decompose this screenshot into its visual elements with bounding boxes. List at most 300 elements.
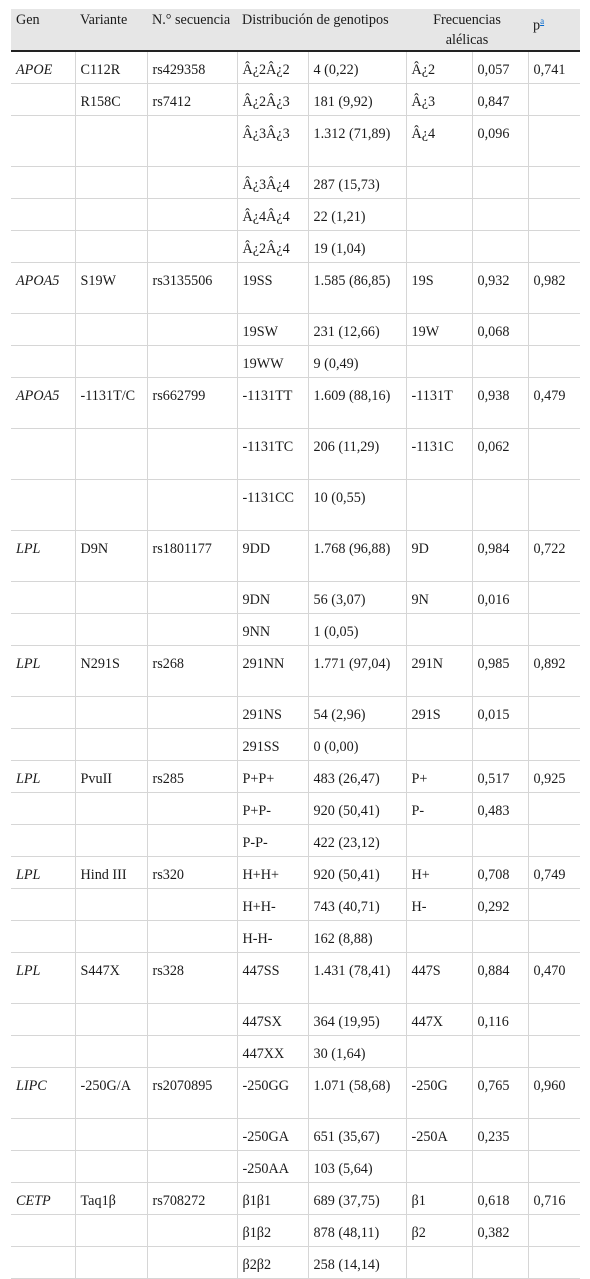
cell-variante <box>75 921 147 953</box>
table-row <box>11 1068 580 1119</box>
cell-p-value <box>528 889 580 921</box>
cell-gen: CETP <box>11 1183 75 1215</box>
cell-alelo <box>406 231 472 263</box>
cell-alelo: 291S <box>406 697 472 729</box>
cell-alelo <box>406 199 472 231</box>
cell-secuencia: rs320 <box>147 857 237 889</box>
cell-variante: D9N <box>75 531 147 582</box>
cell-secuencia <box>147 1215 237 1247</box>
table-row <box>11 921 580 953</box>
cell-secuencia: rs285 <box>147 761 237 793</box>
table-row <box>11 761 580 793</box>
cell-genotipo-count: 422 (23,12) <box>308 825 406 857</box>
cell-genotipo-count: 1 (0,05) <box>308 614 406 646</box>
cell-frecuencia <box>472 921 528 953</box>
cell-p-value <box>528 346 580 378</box>
cell-frecuencia: 0,984 <box>472 531 528 582</box>
cell-genotipo: 9DD <box>237 531 308 582</box>
cell-p-value <box>528 1215 580 1247</box>
header-p-label: p <box>533 17 541 34</box>
cell-alelo: Â¿3 <box>406 84 472 116</box>
cell-alelo <box>406 729 472 761</box>
cell-variante: S447X <box>75 953 147 1004</box>
header-genotipos: Distribución de genotipos <box>237 9 406 51</box>
cell-gen <box>11 614 75 646</box>
cell-secuencia <box>147 1036 237 1068</box>
cell-p-value <box>528 1119 580 1151</box>
cell-gen <box>11 1247 75 1279</box>
cell-genotipo-count: 364 (19,95) <box>308 1004 406 1036</box>
cell-gen <box>11 1119 75 1151</box>
table-row <box>11 857 580 889</box>
cell-alelo: Â¿4 <box>406 116 472 167</box>
cell-variante <box>75 1151 147 1183</box>
cell-gen <box>11 429 75 480</box>
cell-p-value <box>528 921 580 953</box>
cell-variante <box>75 199 147 231</box>
cell-genotipo-count: 1.768 (96,88) <box>308 531 406 582</box>
table-row <box>11 1247 580 1279</box>
cell-variante: Hind III <box>75 857 147 889</box>
cell-secuencia <box>147 167 237 199</box>
cell-gen: LPL <box>11 857 75 889</box>
cell-variante: S19W <box>75 263 147 314</box>
cell-secuencia <box>147 1247 237 1279</box>
cell-genotipo-count: 103 (5,64) <box>308 1151 406 1183</box>
cell-genotipo: -250GA <box>237 1119 308 1151</box>
cell-variante <box>75 1215 147 1247</box>
cell-gen: LPL <box>11 761 75 793</box>
cell-genotipo: P+P+ <box>237 761 308 793</box>
cell-frecuencia: 0,985 <box>472 646 528 697</box>
cell-frecuencia <box>472 167 528 199</box>
cell-secuencia: rs3135506 <box>147 263 237 314</box>
cell-secuencia <box>147 1151 237 1183</box>
cell-gen <box>11 889 75 921</box>
cell-genotipo: P+P- <box>237 793 308 825</box>
cell-p-value <box>528 614 580 646</box>
cell-alelo: P+ <box>406 761 472 793</box>
table-row <box>11 378 580 429</box>
cell-secuencia <box>147 1119 237 1151</box>
cell-gen <box>11 314 75 346</box>
cell-genotipo-count: 181 (9,92) <box>308 84 406 116</box>
cell-alelo: -1131T <box>406 378 472 429</box>
cell-genotipo: β1β2 <box>237 1215 308 1247</box>
table-row <box>11 793 580 825</box>
table-body <box>11 51 580 1279</box>
cell-genotipo: 291NS <box>237 697 308 729</box>
cell-secuencia <box>147 793 237 825</box>
cell-genotipo-count: 287 (15,73) <box>308 167 406 199</box>
cell-genotipo: β1β1 <box>237 1183 308 1215</box>
cell-variante <box>75 1036 147 1068</box>
cell-secuencia <box>147 825 237 857</box>
cell-p-value <box>528 429 580 480</box>
cell-frecuencia: 0,016 <box>472 582 528 614</box>
table-row <box>11 263 580 314</box>
cell-gen: LPL <box>11 953 75 1004</box>
cell-variante <box>75 825 147 857</box>
cell-secuencia <box>147 480 237 531</box>
cell-p-value: 0,470 <box>528 953 580 1004</box>
cell-secuencia <box>147 889 237 921</box>
cell-variante <box>75 697 147 729</box>
cell-genotipo-count: 10 (0,55) <box>308 480 406 531</box>
table-row <box>11 116 580 167</box>
cell-frecuencia: 0,932 <box>472 263 528 314</box>
cell-frecuencia: 0,765 <box>472 1068 528 1119</box>
cell-frecuencia: 0,235 <box>472 1119 528 1151</box>
cell-gen <box>11 84 75 116</box>
cell-p-value: 0,479 <box>528 378 580 429</box>
cell-gen <box>11 346 75 378</box>
cell-gen <box>11 231 75 263</box>
cell-genotipo: 19WW <box>237 346 308 378</box>
cell-alelo <box>406 480 472 531</box>
table-row <box>11 1036 580 1068</box>
cell-genotipo: H+H+ <box>237 857 308 889</box>
cell-alelo <box>406 1036 472 1068</box>
cell-genotipo: -250AA <box>237 1151 308 1183</box>
cell-p-value <box>528 167 580 199</box>
cell-variante: Taq1β <box>75 1183 147 1215</box>
header-gen: Gen <box>11 9 75 51</box>
cell-frecuencia: 0,057 <box>472 51 528 84</box>
cell-gen <box>11 793 75 825</box>
cell-gen: APOA5 <box>11 378 75 429</box>
cell-frecuencia <box>472 231 528 263</box>
cell-p-value: 0,892 <box>528 646 580 697</box>
cell-gen: LPL <box>11 531 75 582</box>
cell-variante <box>75 314 147 346</box>
cell-genotipo-count: 1.771 (97,04) <box>308 646 406 697</box>
cell-frecuencia <box>472 1247 528 1279</box>
cell-gen: APOE <box>11 51 75 84</box>
table-row <box>11 346 580 378</box>
cell-genotipo: -1131CC <box>237 480 308 531</box>
cell-genotipo: 447XX <box>237 1036 308 1068</box>
table-row <box>11 1183 580 1215</box>
cell-variante <box>75 729 147 761</box>
cell-alelo <box>406 1151 472 1183</box>
cell-variante <box>75 1004 147 1036</box>
cell-frecuencia <box>472 614 528 646</box>
cell-gen <box>11 167 75 199</box>
header-secuencia: N.° secuencia <box>147 9 237 51</box>
cell-secuencia: rs708272 <box>147 1183 237 1215</box>
cell-frecuencia: 0,517 <box>472 761 528 793</box>
cell-secuencia: rs429358 <box>147 51 237 84</box>
cell-p-value: 0,716 <box>528 1183 580 1215</box>
cell-genotipo: 9NN <box>237 614 308 646</box>
cell-alelo: 19W <box>406 314 472 346</box>
cell-p-value <box>528 697 580 729</box>
cell-frecuencia <box>472 199 528 231</box>
cell-genotipo-count: 651 (35,67) <box>308 1119 406 1151</box>
table-row <box>11 199 580 231</box>
cell-p-value: 0,749 <box>528 857 580 889</box>
cell-frecuencia: 0,015 <box>472 697 528 729</box>
cell-genotipo-count: 1.585 (86,85) <box>308 263 406 314</box>
cell-secuencia: rs268 <box>147 646 237 697</box>
cell-p-value <box>528 825 580 857</box>
cell-genotipo-count: 689 (37,75) <box>308 1183 406 1215</box>
cell-p-value <box>528 1004 580 1036</box>
cell-alelo: -250A <box>406 1119 472 1151</box>
table-row <box>11 889 580 921</box>
cell-genotipo: 9DN <box>237 582 308 614</box>
cell-genotipo: Â¿3Â¿3 <box>237 116 308 167</box>
cell-variante: N291S <box>75 646 147 697</box>
cell-genotipo: 447SS <box>237 953 308 1004</box>
cell-frecuencia: 0,708 <box>472 857 528 889</box>
cell-frecuencia: 0,068 <box>472 314 528 346</box>
cell-secuencia <box>147 314 237 346</box>
cell-variante: -1131T/C <box>75 378 147 429</box>
cell-p-value <box>528 582 580 614</box>
cell-alelo <box>406 346 472 378</box>
cell-variante <box>75 1119 147 1151</box>
cell-variante <box>75 480 147 531</box>
cell-frecuencia: 0,116 <box>472 1004 528 1036</box>
cell-frecuencia: 0,096 <box>472 116 528 167</box>
cell-variante <box>75 1247 147 1279</box>
cell-genotipo-count: 258 (14,14) <box>308 1247 406 1279</box>
header-p <box>528 9 580 51</box>
cell-p-value <box>528 231 580 263</box>
cell-gen: LIPC <box>11 1068 75 1119</box>
cell-p-value <box>528 729 580 761</box>
cell-frecuencia: 0,618 <box>472 1183 528 1215</box>
cell-genotipo: 19SS <box>237 263 308 314</box>
table-row <box>11 231 580 263</box>
cell-alelo: H- <box>406 889 472 921</box>
cell-variante: R158C <box>75 84 147 116</box>
cell-variante <box>75 116 147 167</box>
table-row <box>11 729 580 761</box>
cell-secuencia: rs1801177 <box>147 531 237 582</box>
cell-genotipo-count: 54 (2,96) <box>308 697 406 729</box>
header-variante: Variante <box>75 9 147 51</box>
cell-frecuencia <box>472 729 528 761</box>
cell-genotipo: -250GG <box>237 1068 308 1119</box>
cell-variante <box>75 614 147 646</box>
cell-secuencia: rs662799 <box>147 378 237 429</box>
cell-alelo: 19S <box>406 263 472 314</box>
cell-frecuencia: 0,062 <box>472 429 528 480</box>
cell-genotipo: β2β2 <box>237 1247 308 1279</box>
cell-p-value <box>528 1036 580 1068</box>
cell-variante <box>75 231 147 263</box>
cell-alelo <box>406 614 472 646</box>
cell-secuencia <box>147 1004 237 1036</box>
cell-genotipo: 291NN <box>237 646 308 697</box>
cell-secuencia <box>147 921 237 953</box>
cell-gen <box>11 1036 75 1068</box>
cell-secuencia: rs328 <box>147 953 237 1004</box>
cell-genotipo: 447SX <box>237 1004 308 1036</box>
cell-variante: PvuII <box>75 761 147 793</box>
cell-alelo: 447S <box>406 953 472 1004</box>
cell-variante <box>75 793 147 825</box>
cell-genotipo: Â¿2Â¿2 <box>237 51 308 84</box>
cell-p-value <box>528 199 580 231</box>
cell-alelo: β1 <box>406 1183 472 1215</box>
cell-frecuencia: 0,847 <box>472 84 528 116</box>
cell-frecuencia: 0,884 <box>472 953 528 1004</box>
cell-p-value <box>528 84 580 116</box>
table-row <box>11 953 580 1004</box>
cell-variante <box>75 346 147 378</box>
cell-p-value: 0,982 <box>528 263 580 314</box>
cell-secuencia <box>147 116 237 167</box>
cell-alelo <box>406 1247 472 1279</box>
cell-gen <box>11 116 75 167</box>
cell-gen: APOA5 <box>11 263 75 314</box>
cell-genotipo: Â¿3Â¿4 <box>237 167 308 199</box>
cell-genotipo-count: 743 (40,71) <box>308 889 406 921</box>
cell-alelo <box>406 921 472 953</box>
cell-genotipo: P-P- <box>237 825 308 857</box>
cell-secuencia <box>147 614 237 646</box>
cell-genotipo-count: 1.312 (71,89) <box>308 116 406 167</box>
table-row <box>11 51 580 84</box>
table-row <box>11 167 580 199</box>
table-row <box>11 531 580 582</box>
cell-gen <box>11 480 75 531</box>
cell-p-value <box>528 116 580 167</box>
cell-genotipo: 19SW <box>237 314 308 346</box>
cell-genotipo: -1131TT <box>237 378 308 429</box>
cell-secuencia <box>147 582 237 614</box>
cell-alelo: -1131C <box>406 429 472 480</box>
cell-genotipo-count: 206 (11,29) <box>308 429 406 480</box>
cell-genotipo-count: 1.609 (88,16) <box>308 378 406 429</box>
cell-genotipo: Â¿4Â¿4 <box>237 199 308 231</box>
cell-alelo: 447X <box>406 1004 472 1036</box>
cell-gen <box>11 199 75 231</box>
cell-p-value <box>528 314 580 346</box>
table-row <box>11 646 580 697</box>
cell-p-value: 0,722 <box>528 531 580 582</box>
cell-variante <box>75 582 147 614</box>
cell-genotipo-count: 30 (1,64) <box>308 1036 406 1068</box>
cell-frecuencia <box>472 1036 528 1068</box>
cell-genotipo: Â¿2Â¿3 <box>237 84 308 116</box>
table-row <box>11 429 580 480</box>
cell-p-value: 0,741 <box>528 51 580 84</box>
genotype-table <box>11 9 580 1279</box>
table-row <box>11 84 580 116</box>
cell-alelo: Â¿2 <box>406 51 472 84</box>
cell-genotipo-count: 920 (50,41) <box>308 793 406 825</box>
cell-alelo <box>406 167 472 199</box>
cell-alelo: 9N <box>406 582 472 614</box>
cell-genotipo-count: 9 (0,49) <box>308 346 406 378</box>
cell-alelo: P- <box>406 793 472 825</box>
cell-p-value: 0,925 <box>528 761 580 793</box>
cell-genotipo-count: 56 (3,07) <box>308 582 406 614</box>
cell-frecuencia: 0,483 <box>472 793 528 825</box>
table-row <box>11 582 580 614</box>
cell-alelo: β2 <box>406 1215 472 1247</box>
cell-genotipo: Â¿2Â¿4 <box>237 231 308 263</box>
cell-genotipo-count: 878 (48,11) <box>308 1215 406 1247</box>
cell-genotipo-count: 22 (1,21) <box>308 199 406 231</box>
cell-alelo: H+ <box>406 857 472 889</box>
cell-gen <box>11 1004 75 1036</box>
cell-gen <box>11 921 75 953</box>
table-row <box>11 1151 580 1183</box>
table-row <box>11 1215 580 1247</box>
cell-genotipo-count: 0 (0,00) <box>308 729 406 761</box>
cell-gen <box>11 1215 75 1247</box>
cell-secuencia <box>147 346 237 378</box>
cell-frecuencia: 0,938 <box>472 378 528 429</box>
cell-genotipo-count: 483 (26,47) <box>308 761 406 793</box>
cell-variante <box>75 429 147 480</box>
cell-frecuencia <box>472 346 528 378</box>
footnote-a-link[interactable]: a <box>540 16 545 26</box>
cell-frecuencia <box>472 480 528 531</box>
table-row <box>11 614 580 646</box>
cell-genotipo-count: 4 (0,22) <box>308 51 406 84</box>
cell-secuencia <box>147 199 237 231</box>
cell-secuencia <box>147 429 237 480</box>
cell-p-value <box>528 1151 580 1183</box>
cell-alelo: 291N <box>406 646 472 697</box>
cell-secuencia <box>147 231 237 263</box>
table-row <box>11 697 580 729</box>
cell-genotipo-count: 1.071 (58,68) <box>308 1068 406 1119</box>
cell-frecuencia <box>472 1151 528 1183</box>
cell-alelo <box>406 825 472 857</box>
cell-secuencia <box>147 697 237 729</box>
cell-gen <box>11 825 75 857</box>
cell-alelo: -250G <box>406 1068 472 1119</box>
cell-gen <box>11 582 75 614</box>
cell-secuencia: rs7412 <box>147 84 237 116</box>
header-frecuencias: Frecuencias alélicas <box>406 9 528 51</box>
cell-genotipo: -1131TC <box>237 429 308 480</box>
cell-genotipo-count: 162 (8,88) <box>308 921 406 953</box>
cell-genotipo: H-H- <box>237 921 308 953</box>
cell-gen <box>11 729 75 761</box>
cell-alelo: 9D <box>406 531 472 582</box>
cell-gen <box>11 1151 75 1183</box>
cell-secuencia <box>147 729 237 761</box>
cell-frecuencia: 0,382 <box>472 1215 528 1247</box>
cell-frecuencia <box>472 825 528 857</box>
cell-gen <box>11 697 75 729</box>
cell-p-value <box>528 793 580 825</box>
cell-frecuencia: 0,292 <box>472 889 528 921</box>
cell-genotipo-count: 231 (12,66) <box>308 314 406 346</box>
cell-gen: LPL <box>11 646 75 697</box>
cell-p-value <box>528 480 580 531</box>
cell-genotipo: H+H- <box>237 889 308 921</box>
header-row <box>11 9 580 51</box>
table-row <box>11 480 580 531</box>
cell-p-value: 0,960 <box>528 1068 580 1119</box>
cell-genotipo-count: 19 (1,04) <box>308 231 406 263</box>
table-row <box>11 1004 580 1036</box>
cell-variante: C112R <box>75 51 147 84</box>
cell-genotipo-count: 1.431 (78,41) <box>308 953 406 1004</box>
cell-genotipo-count: 920 (50,41) <box>308 857 406 889</box>
table-row <box>11 1119 580 1151</box>
